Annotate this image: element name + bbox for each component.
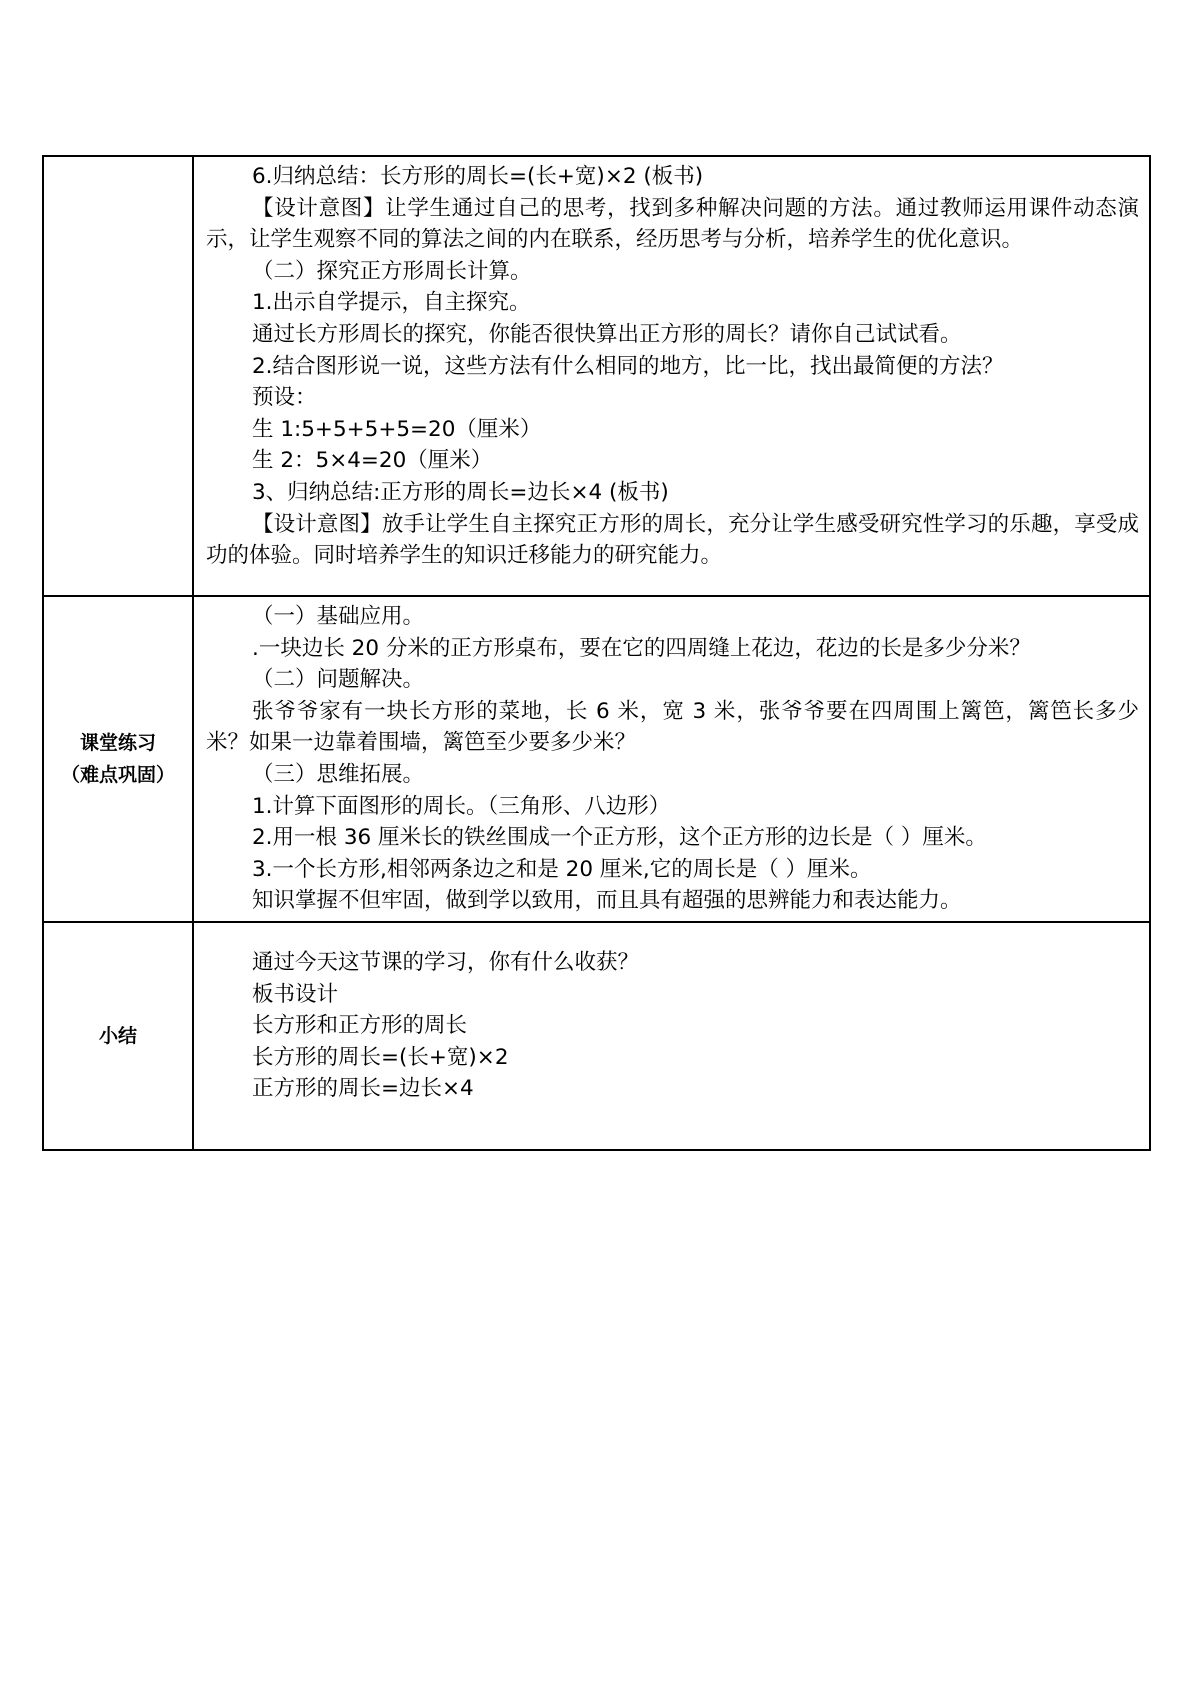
design-intent-paragraph: 【设计意图】放手让学生自主探究正方形的周长，充分让学生感受研究性学习的乐趣，享受成功的体验。同时培养学生的知识迁移能力的研究能力。 (206, 511, 1139, 569)
content-line: 2.用一根 36 厘米长的铁丝围成一个正方形，这个正方形的边长是（ ）厘米。 (252, 825, 987, 851)
lesson-plan-table (42, 155, 1151, 1151)
content-line: .一块边长 20 分米的正方形桌布，要在它的四周缝上花边，花边的长是多少分米？ (252, 635, 1031, 661)
design-intent-paragraph: 【设计意图】让学生通过自己的思考，找到多种解决问题的方法。通过教师运用课件动态演示，让学生观察不同的算法之间的内在联系，经历思考与分析，培养学生的优化意识。 (206, 195, 1139, 253)
section-label-cell (43, 596, 193, 922)
content-line: 6.归纳总结：长方形的周长=(长+宽)×2 (板书) (252, 164, 704, 189)
content-line: （一）基础应用。 (252, 604, 425, 629)
section-label: 小结 (98, 1024, 137, 1047)
content-line: 生 1:5+5+5+5=20（厘米） (252, 416, 542, 442)
section-label: 课堂练习 (79, 731, 156, 754)
content-line: 通过长方形周长的探究，你能否很快算出正方形的周长？请你自己试试看。 (252, 321, 962, 347)
section-sublabel: （难点巩固） (60, 763, 175, 786)
section-label-cell (43, 922, 193, 1150)
content-line: （二）探究正方形周长计算。 (252, 258, 532, 284)
content-line: 正方形的周长=边长×4 (252, 1076, 474, 1102)
content-line: 长方形的周长=(长+宽)×2 (252, 1044, 509, 1070)
section-content-cell (193, 156, 1150, 596)
content-line: 板书设计 (252, 981, 339, 1007)
content-line: 3、归纳总结:正方形的周长=边长×4 (板书) (252, 479, 669, 505)
content-line: 1.计算下面图形的周长。（三角形、八边形） (252, 793, 671, 819)
section-label-cell (43, 156, 193, 596)
content-line: 长方形和正方形的周长 (252, 1013, 468, 1039)
content-line: 3.一个长方形,相邻两条边之和是 20 厘米,它的周长是（ ）厘米。 (252, 856, 872, 882)
content-line: 1.出示自学提示，自主探究。 (252, 290, 531, 316)
section-content-cell (193, 922, 1150, 1150)
section-content-cell (193, 596, 1150, 922)
table-row-process (43, 156, 1150, 596)
content-line: （二）问题解决。 (252, 667, 425, 693)
content-line: 预设： (252, 385, 317, 411)
content-line: 2.结合图形说一说，这些方法有什么相同的地方，比一比，找出最简便的方法？ (252, 353, 1004, 379)
table-row-practice (43, 596, 1150, 922)
content-line: 通过今天这节课的学习，你有什么收获？ (252, 949, 640, 975)
content-line: （三）思维拓展。 (252, 761, 425, 787)
table-row-summary (43, 922, 1150, 1150)
content-line: 生 2：5×4=20（厘米） (252, 448, 493, 474)
problem-paragraph: 张爷爷家有一块长方形的菜地，长 6 米，宽 3 米，张爷爷要在四周围上篱笆，篱笆长多少米？如果一边靠着围墙，篱笆至少要多少米？ (206, 698, 1139, 756)
content-line: 知识掌握不但牢固，做到学以致用，而且具有超强的思辨能力和表达能力。 (252, 888, 962, 914)
